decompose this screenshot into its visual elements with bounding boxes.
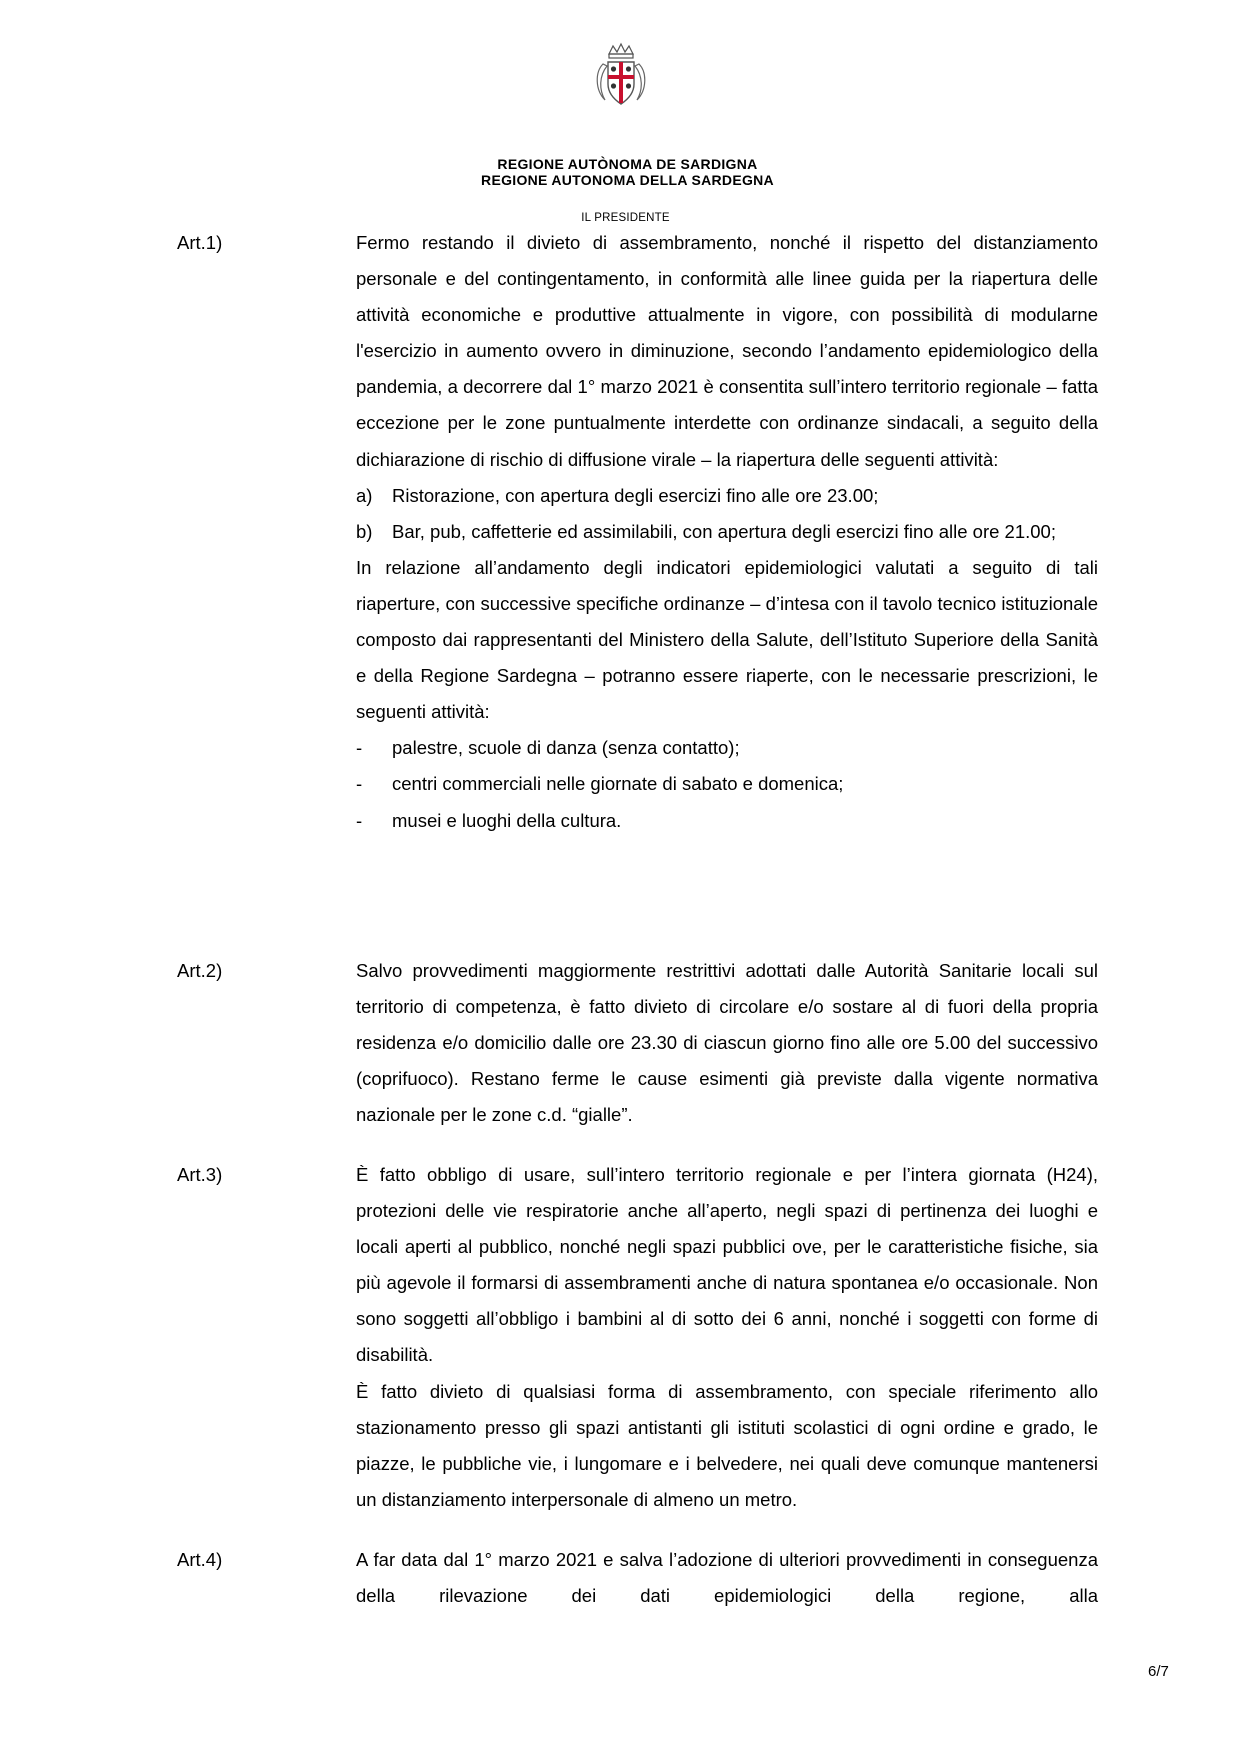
list-marker: - xyxy=(356,809,363,831)
page-number: 6/7 xyxy=(1148,1663,1169,1680)
list-item xyxy=(356,803,1098,839)
list-item xyxy=(356,730,1098,766)
list-item xyxy=(356,478,1098,514)
region-name-italian: REGIONE AUTONOMA DELLA SARDEGNA xyxy=(481,172,774,188)
region-name-sardinian: REGIONE AUTÒNOMA DE SARDIGNA xyxy=(497,156,758,172)
article-paragraph: In relazione all’andamento degli indicatori epidemiologici valutati a seguito di tali riaperture, con successive specifiche ordinanze – d’intesa con il tavolo tecnico istituzionale composto dai rappresentanti del Ministero della Salute, dell’Istituto Superiore della Sanità e della Regione Sardegna – potranno essere riaperte, con le necessarie prescrizioni, le seguenti attività: xyxy=(356,556,1098,723)
article-paragraph: Fermo restando il divieto di assembramento, nonché il rispetto del distanziamento personale e del contingentamento, in conformità alle linee guida per la riapertura delle attività economiche e produttive attualmente in vigore, con possibilità di modularne l'esercizio in aumento ovvero in diminuzione, secondo l’andamento epidemiologico della pandemia, a decorrere dal 1° marzo 2021 è consentita sull’intero territorio regionale – fatta eccezione per le zone puntualmente interdette con ordinanze sindacali, a seguito della dichiarazione di rischio di diffusione virale – la riapertura delle seguenti attività: xyxy=(356,232,1098,470)
list-marker: a) xyxy=(356,484,373,506)
article-label: Art.1) xyxy=(177,232,223,253)
list-item-text: Ristorazione, con apertura degli esercizi fino alle ore 23.00; xyxy=(392,484,879,506)
list-item xyxy=(356,514,1098,550)
regional-coat-of-arms-icon xyxy=(589,42,653,110)
list-marker: - xyxy=(356,737,363,759)
article-body xyxy=(356,1542,1098,1614)
document-header xyxy=(0,42,1241,224)
list-item-text: centri commerciali nelle giornate di sabato e domenica; xyxy=(392,773,844,795)
article-body xyxy=(356,953,1098,1133)
article-paragraph: È fatto divieto di qualsiasi forma di assembramento, con speciale riferimento allo stazionamento presso gli spazi antistanti gli istituti scolastici di ogni ordine e grado, le piazze, le pubbliche vie, i lungomare e i belvedere, nei quali deve comunque mantenersi un distanziamento interpersonale di almeno un metro. xyxy=(356,1380,1098,1510)
article-body xyxy=(356,1157,1098,1518)
article-label: Art.2) xyxy=(177,960,223,981)
list-marker: b) xyxy=(356,520,373,542)
office-title: IL PRESIDENTE xyxy=(581,212,670,224)
article-paragraph: A far data dal 1° marzo 2021 e salva l’adozione di ulteriori provvedimenti in conseguenza della rilevazione dei dati epidemiologici della regione, alla xyxy=(356,1549,1098,1607)
article-paragraph: Salvo provvedimenti maggiormente restrittivi adottati dalle Autorità Sanitarie locali sul territorio di competenza, è fatto divieto di circolare e/o sostare al di fuori della propria residenza e/o domicilio dalle ore 23.30 di ciascun giorno fino alle ore 5.00 del successivo (coprifuoco). Restano ferme le cause esimenti già previste dalla vigente normativa nazionale per le zone c.d. “gialle”. xyxy=(356,960,1098,1126)
list-item-text: Bar, pub, caffetterie ed assimilabili, con apertura degli esercizi fino alle ore 21.00; xyxy=(392,520,1056,542)
list-item-text: musei e luoghi della cultura. xyxy=(392,809,622,831)
article-label: Art.4) xyxy=(177,1549,223,1570)
list-marker: - xyxy=(356,773,363,795)
list-item xyxy=(356,766,1098,802)
list-item-text: palestre, scuole di danza (senza contatto); xyxy=(392,737,740,759)
article-paragraph: È fatto obbligo di usare, sull’intero territorio regionale e per l’intera giornata (H24), protezioni delle vie respiratorie anche all’aperto, negli spazi di pertinenza dei luoghi e locali aperti al pubblico, nonché negli spazi pubblici ove, per le caratteristiche fisiche, sia più agevole il formarsi di assembramenti anche di natura spontanea e/o occasionale. Non sono soggetti all’obbligo i bambini al di sotto dei 6 anni, nonché i soggetti con forme di disabilità. xyxy=(356,1164,1098,1366)
article-label: Art.3) xyxy=(177,1164,223,1185)
article-body xyxy=(356,225,1098,839)
